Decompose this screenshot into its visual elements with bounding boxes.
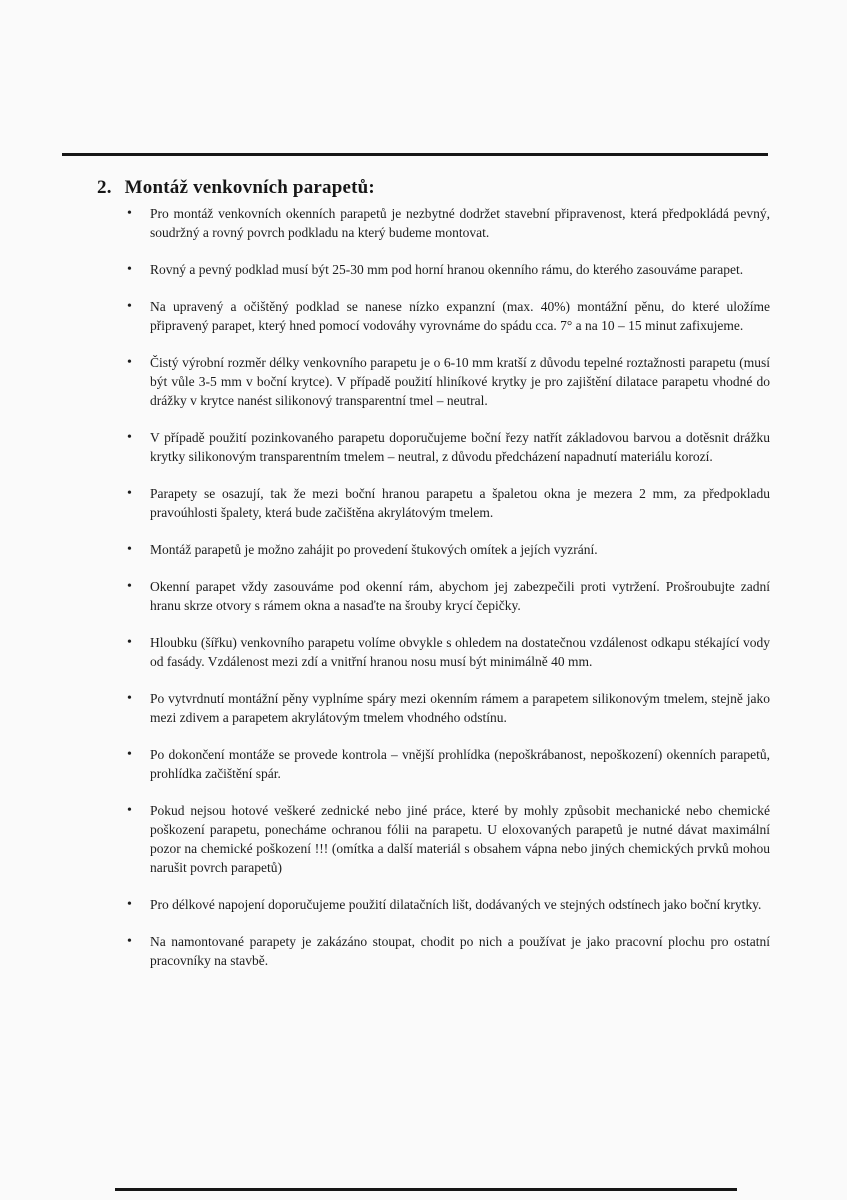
list-item: • Na namontované parapety je zakázáno stoupat, chodit po nich a používat je jako pracovní plochu pro ostatní pracovníky na stavbě. — [150, 932, 770, 970]
section-number: 2. — [97, 177, 112, 198]
list-item: • Čistý výrobní rozměr délky venkovního parapetu je o 6-10 mm kratší z důvodu tepelné roztažnosti parapetu (musí být vůle 3-5 mm v boční krytce). V případě použití hliníkové krytky je pro zajištění dilatace parapetu vhodné do drážky v krytce nanést silikonový transparentní tmel – neutral. — [150, 353, 770, 410]
section-heading — [97, 176, 770, 199]
section-content — [97, 176, 770, 970]
list-item: • Pokud nejsou hotové veškeré zednické nebo jiné práce, které by mohly způsobit mechanické nebo chemické poškození parapetu, ponecháme ochranou fólii na parapetu. U eloxovaných parapetů je nutné dávat maximální pozor na chemické poškození !!! (omítka a další materiál s obsahem vápna nebo jiných chemických prvků mohou narušit povrch parapetů) — [150, 801, 770, 877]
list-item: • V případě použití pozinkovaného parapetu doporučujeme boční řezy natřít základovou barvou a dotěsnit drážku krytky silikonovým transparentním tmelem – neutral, z důvodu předcházení napadnutí materiálu korozí. — [150, 428, 770, 466]
list-item: • Na upravený a očištěný podklad se nanese nízko expanzní (max. 40%) montážní pěnu, do které uložíme připravený parapet, který hned pomocí vodováhy vyrovnáme do spádu cca. 7° a na 10 – 15 minut zafixujeme. — [150, 297, 770, 335]
bullet-list — [97, 204, 770, 970]
section-title: Montáž venkovních parapetů: — [124, 177, 375, 198]
list-item: • Okenní parapet vždy zasouváme pod okenní rám, abychom jej zabezpečili proti vytržení. Prošroubujte zadní hranu skrze otvory s rámem okna a nasaďte na šrouby krycí čepičky. — [150, 577, 770, 615]
list-item: • Po vytvrdnutí montážní pěny vyplníme spáry mezi okenním rámem a parapetem silikonovým tmelem, stejně jako mezi zdivem a parapetem akrylátovým tmelem vhodného odstínu. — [150, 689, 770, 727]
list-item: • Pro délkové napojení doporučujeme použití dilatačních lišt, dodávaných ve stejných odstínech jako boční krytky. — [150, 895, 770, 914]
list-item: • Hloubku (šířku) venkovního parapetu volíme obvykle s ohledem na dostatečnou vzdálenost odkapu stékající vody od fasády. Vzdálenost mezi zdí a vnitřní hranou nosu musí být minimálně 40 mm. — [150, 633, 770, 671]
list-item: • Parapety se osazují, tak že mezi boční hranou parapetu a špaletou okna je mezera 2 mm, za předpokladu pravoúhlosti špalety, která bude začištěna akrylátovým tmelem. — [150, 484, 770, 522]
list-item: • Pro montáž venkovních okenních parapetů je nezbytné dodržet stavební připravenost, která předpokládá pevný, soudržný a rovný povrch podkladu na který budeme montovat. — [150, 204, 770, 242]
top-horizontal-rule — [62, 153, 768, 156]
list-item: • Rovný a pevný podklad musí být 25-30 mm pod horní hranou okenního rámu, do kterého zasouváme parapet. — [150, 260, 770, 279]
bottom-horizontal-rule — [115, 1188, 737, 1191]
list-item: • Montáž parapetů je možno zahájit po provedení štukových omítek a jejích vyzrání. — [150, 540, 770, 559]
list-item: • Po dokončení montáže se provede kontrola – vnější prohlídka (nepoškrábanost, nepoškození) okenních parapetů, prohlídka začištění spár. — [150, 745, 770, 783]
